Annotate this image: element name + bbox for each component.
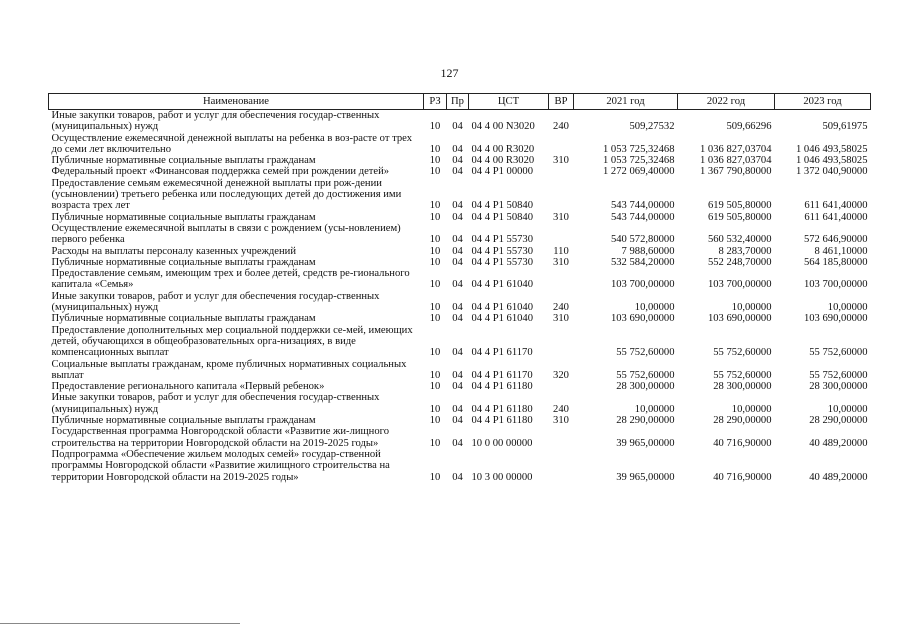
cell-rz: 10 — [429, 143, 441, 155]
page-number: 127 — [440, 66, 459, 80]
cell-pr: 04 — [452, 347, 463, 359]
scan-artifact-line — [0, 623, 240, 624]
cell-pr: 04 — [452, 437, 463, 449]
cell-pr: 04 — [452, 200, 463, 212]
cell-2021: 509,27532 — [629, 121, 675, 133]
table-row — [49, 426, 871, 449]
cell-vr: 240 — [553, 403, 569, 415]
cell-cst: 04 4 P1 00000 — [471, 166, 534, 178]
budget-table — [48, 93, 871, 483]
cell-2021: 7 988,60000 — [621, 245, 675, 257]
cell-cst: 04 4 P1 61040 — [471, 313, 534, 325]
cell-pr: 04 — [452, 403, 463, 415]
header-2022: 2022 год — [678, 94, 775, 110]
cell-2021: 10,00000 — [634, 403, 675, 415]
cell-pr: 04 — [452, 256, 463, 268]
cell-2022: 40 716,90000 — [713, 437, 772, 449]
cell-name: Предоставление семьям, имеющим трех и более детей, средств ре-гионального капитала «Семья» — [51, 268, 410, 291]
cell-vr — [549, 426, 574, 449]
cell-2023: 509,61975 — [822, 121, 868, 133]
cell-vr — [549, 381, 574, 392]
cell-name: Предоставление регионального капитала «Первый ребенок» — [51, 381, 325, 393]
cell-cst: 04 4 P1 50840 — [471, 211, 534, 223]
cell-2022: 55 752,60000 — [713, 347, 772, 359]
cell-vr: 240 — [553, 121, 569, 133]
cell-cst: 04 4 P1 61040 — [471, 279, 534, 291]
cell-rz: 10 — [429, 437, 441, 449]
cell-cst: 04 4 P1 50840 — [471, 200, 534, 212]
cell-name: Предоставление семьям ежемесячной денежной выплаты при рож-дении (усыновлении) третьего ребенка или последующих детей до достижения ими возраста трех лет — [51, 177, 402, 212]
cell-pr: 04 — [452, 369, 463, 381]
header-name: Наименование — [49, 94, 424, 110]
table-row — [49, 110, 871, 133]
cell-2021: 1 053 725,32468 — [602, 143, 675, 155]
cell-cst: 04 4 P1 55730 — [471, 245, 534, 257]
cell-rz: 10 — [429, 369, 441, 381]
cell-cst: 04 4 00 R3020 — [471, 143, 535, 155]
cell-2022: 55 752,60000 — [713, 369, 772, 381]
header-pr: Пр — [447, 94, 469, 110]
cell-2021: 55 752,60000 — [616, 369, 675, 381]
cell-cst: 04 4 P1 61180 — [471, 403, 533, 415]
cell-rz: 10 — [429, 471, 441, 483]
cell-pr: 04 — [452, 302, 463, 314]
cell-name: Публичные нормативные социальные выплаты гражданам — [51, 313, 316, 325]
table-row — [49, 381, 871, 392]
cell-vr — [549, 325, 574, 359]
cell-2023: 103 690,00000 — [803, 313, 868, 325]
header-2021: 2021 год — [574, 94, 678, 110]
cell-rz: 10 — [429, 234, 441, 246]
cell-2022: 552 248,70000 — [707, 256, 772, 268]
cell-rz: 10 — [429, 313, 441, 325]
cell-2023: 55 752,60000 — [809, 369, 868, 381]
cell-vr: 320 — [553, 369, 569, 381]
cell-rz: 10 — [429, 347, 441, 359]
table-row — [49, 291, 871, 314]
cell-2021: 10,00000 — [634, 302, 675, 314]
cell-name: Осуществление ежемесячной денежной выплаты на ребенка в воз-расте от трех до семи лет включительно — [51, 132, 413, 155]
cell-pr: 04 — [452, 155, 463, 167]
cell-cst: 04 4 00 N3020 — [471, 121, 535, 133]
cell-name: Иные закупки товаров, работ и услуг для обеспечения государ-ственных (муниципальных) нужд — [51, 290, 380, 314]
cell-cst: 04 4 P1 61170 — [471, 369, 533, 381]
table-row — [49, 155, 871, 166]
cell-2021: 103 690,00000 — [610, 313, 675, 325]
cell-pr: 04 — [452, 471, 463, 483]
cell-cst: 04 4 00 R3020 — [471, 155, 535, 167]
cell-2021: 55 752,60000 — [616, 347, 675, 359]
table-header-row — [49, 94, 871, 110]
cell-2022: 1 367 790,80000 — [699, 166, 772, 178]
cell-2022: 103 690,00000 — [707, 313, 772, 325]
table-row — [49, 449, 871, 483]
cell-rz: 10 — [429, 403, 441, 415]
cell-2022: 28 300,00000 — [713, 381, 772, 393]
table-row — [49, 166, 871, 177]
cell-2023: 1 046 493,58025 — [795, 155, 868, 167]
cell-vr — [549, 449, 574, 483]
cell-2022: 560 532,40000 — [707, 234, 772, 246]
cell-vr — [549, 178, 574, 212]
cell-2021: 39 965,00000 — [616, 437, 675, 449]
cell-cst: 04 4 P1 61040 — [471, 302, 534, 314]
cell-2023: 1 372 040,90000 — [795, 166, 868, 178]
cell-2022: 8 283,70000 — [718, 245, 772, 257]
header-cst: ЦСТ — [469, 94, 549, 110]
cell-2023: 103 700,00000 — [803, 279, 868, 291]
cell-2023: 564 185,80000 — [803, 256, 868, 268]
table-row — [49, 257, 871, 268]
cell-2023: 28 300,00000 — [809, 381, 868, 393]
cell-rz: 10 — [429, 166, 441, 178]
table-row — [49, 313, 871, 324]
cell-vr — [549, 133, 574, 156]
cell-2023: 10,00000 — [827, 302, 868, 314]
cell-2023: 40 489,20000 — [809, 437, 868, 449]
cell-pr: 04 — [452, 121, 463, 133]
cell-name: Предоставление дополнительных мер социальной поддержки се-мей, имеющих детей, обучающихся в общеобразовательных орга-низациях, в виде компенсационных выплат — [51, 324, 413, 359]
table-row — [49, 223, 871, 246]
cell-rz: 10 — [429, 245, 441, 257]
cell-2021: 28 300,00000 — [616, 381, 675, 393]
cell-name: Федеральный проект «Финансовая поддержка семей при рождении детей» — [51, 166, 390, 178]
table-body — [49, 110, 871, 483]
cell-name: Публичные нормативные социальные выплаты гражданам — [51, 155, 316, 167]
cell-rz: 10 — [429, 381, 441, 393]
cell-rz: 10 — [429, 155, 441, 167]
cell-2023: 28 290,00000 — [809, 415, 868, 427]
cell-vr: 310 — [553, 415, 569, 427]
table-row — [49, 246, 871, 257]
cell-cst: 10 3 00 00000 — [471, 471, 533, 483]
cell-2022: 10,00000 — [731, 302, 772, 314]
cell-2023: 10,00000 — [827, 403, 868, 415]
cell-name: Расходы на выплаты персоналу казенных учреждений — [51, 245, 296, 257]
cell-cst: 10 0 00 00000 — [471, 437, 533, 449]
cell-2023: 611 641,40000 — [804, 211, 868, 223]
header-2023: 2023 год — [775, 94, 871, 110]
cell-2023: 572 646,90000 — [803, 234, 868, 246]
cell-vr — [549, 268, 574, 291]
cell-pr: 04 — [452, 234, 463, 246]
cell-2021: 103 700,00000 — [610, 279, 675, 291]
cell-cst: 04 4 P1 61170 — [471, 347, 533, 359]
table-row — [49, 392, 871, 415]
cell-2021: 543 744,00000 — [610, 211, 675, 223]
header-rz: РЗ — [424, 94, 447, 110]
cell-2022: 619 505,80000 — [707, 211, 772, 223]
cell-rz: 10 — [429, 302, 441, 314]
cell-2023: 1 046 493,58025 — [795, 143, 868, 155]
cell-rz: 10 — [429, 200, 441, 212]
cell-2022: 1 036 827,03704 — [699, 143, 772, 155]
cell-name: Публичные нормативные социальные выплаты гражданам — [51, 256, 316, 268]
table-row — [49, 359, 871, 382]
table-row — [49, 415, 871, 426]
cell-2021: 1 272 069,40000 — [602, 166, 675, 178]
cell-name: Публичные нормативные социальные выплаты гражданам — [51, 415, 316, 427]
cell-vr: 310 — [553, 155, 569, 167]
cell-2022: 1 036 827,03704 — [699, 155, 772, 167]
cell-vr: 310 — [553, 211, 569, 223]
cell-name: Социальные выплаты гражданам, кроме публичных нормативных социальных выплат — [51, 358, 407, 381]
cell-2023: 55 752,60000 — [809, 347, 868, 359]
cell-pr: 04 — [452, 143, 463, 155]
cell-cst: 04 4 P1 61180 — [471, 415, 533, 427]
cell-2021: 28 290,00000 — [616, 415, 675, 427]
table-row — [49, 178, 871, 212]
cell-2021: 543 744,00000 — [610, 200, 675, 212]
cell-vr: 110 — [553, 245, 569, 257]
cell-2021: 540 572,80000 — [610, 234, 675, 246]
cell-cst: 04 4 P1 55730 — [471, 256, 534, 268]
cell-name: Иные закупки товаров, работ и услуг для обеспечения государ-ственных (муниципальных) нужд — [51, 392, 380, 415]
cell-2022: 509,66296 — [726, 121, 772, 133]
cell-pr: 04 — [452, 211, 463, 223]
cell-2022: 40 716,90000 — [713, 471, 772, 483]
cell-cst: 04 4 P1 61180 — [471, 381, 533, 393]
table-row — [49, 133, 871, 156]
table-row — [49, 325, 871, 359]
table-row — [49, 212, 871, 223]
header-vr: ВР — [549, 94, 574, 110]
cell-2021: 39 965,00000 — [616, 471, 675, 483]
cell-cst: 04 4 P1 55730 — [471, 234, 534, 246]
cell-rz: 10 — [429, 121, 441, 133]
cell-2021: 1 053 725,32468 — [602, 155, 675, 167]
cell-2022: 28 290,00000 — [713, 415, 772, 427]
cell-pr: 04 — [452, 166, 463, 178]
cell-vr: 240 — [553, 302, 569, 314]
cell-2022: 10,00000 — [731, 403, 772, 415]
cell-pr: 04 — [452, 313, 463, 325]
cell-2023: 8 461,10000 — [814, 245, 868, 257]
table-row — [49, 268, 871, 291]
cell-pr: 04 — [452, 381, 463, 393]
cell-pr: 04 — [452, 245, 463, 257]
cell-vr: 310 — [553, 313, 569, 325]
cell-pr: 04 — [452, 415, 463, 427]
cell-rz: 10 — [429, 256, 441, 268]
cell-rz: 10 — [429, 415, 441, 427]
cell-rz: 10 — [429, 279, 441, 291]
cell-2023: 40 489,20000 — [809, 471, 868, 483]
cell-pr: 04 — [452, 279, 463, 291]
cell-2021: 532 584,20000 — [610, 256, 675, 268]
cell-name: Публичные нормативные социальные выплаты гражданам — [51, 211, 316, 223]
cell-vr: 310 — [553, 256, 569, 268]
cell-2022: 619 505,80000 — [707, 200, 772, 212]
cell-name: Осуществление ежемесячной выплаты в связи с рождением (усы-новлением) первого ребенка — [51, 222, 401, 246]
cell-name: Государственная программа Новгородской области «Развитие жи-лищного строительства на территории Новгородской области на 2019-2025 годы» — [51, 426, 390, 449]
cell-2022: 103 700,00000 — [707, 279, 772, 291]
cell-vr — [549, 223, 574, 246]
cell-2023: 611 641,40000 — [804, 200, 868, 212]
cell-rz: 10 — [429, 211, 441, 223]
cell-vr — [549, 166, 574, 177]
cell-name: Иные закупки товаров, работ и услуг для обеспечения государ-ственных (муниципальных) нужд — [51, 110, 380, 133]
cell-name: Подпрограмма «Обеспечение жильем молодых семей» государ-ственной программы Новгородской области «Развитие жилищного строительства на территории Новгородской области на 2019-2025 годы» — [51, 448, 390, 483]
